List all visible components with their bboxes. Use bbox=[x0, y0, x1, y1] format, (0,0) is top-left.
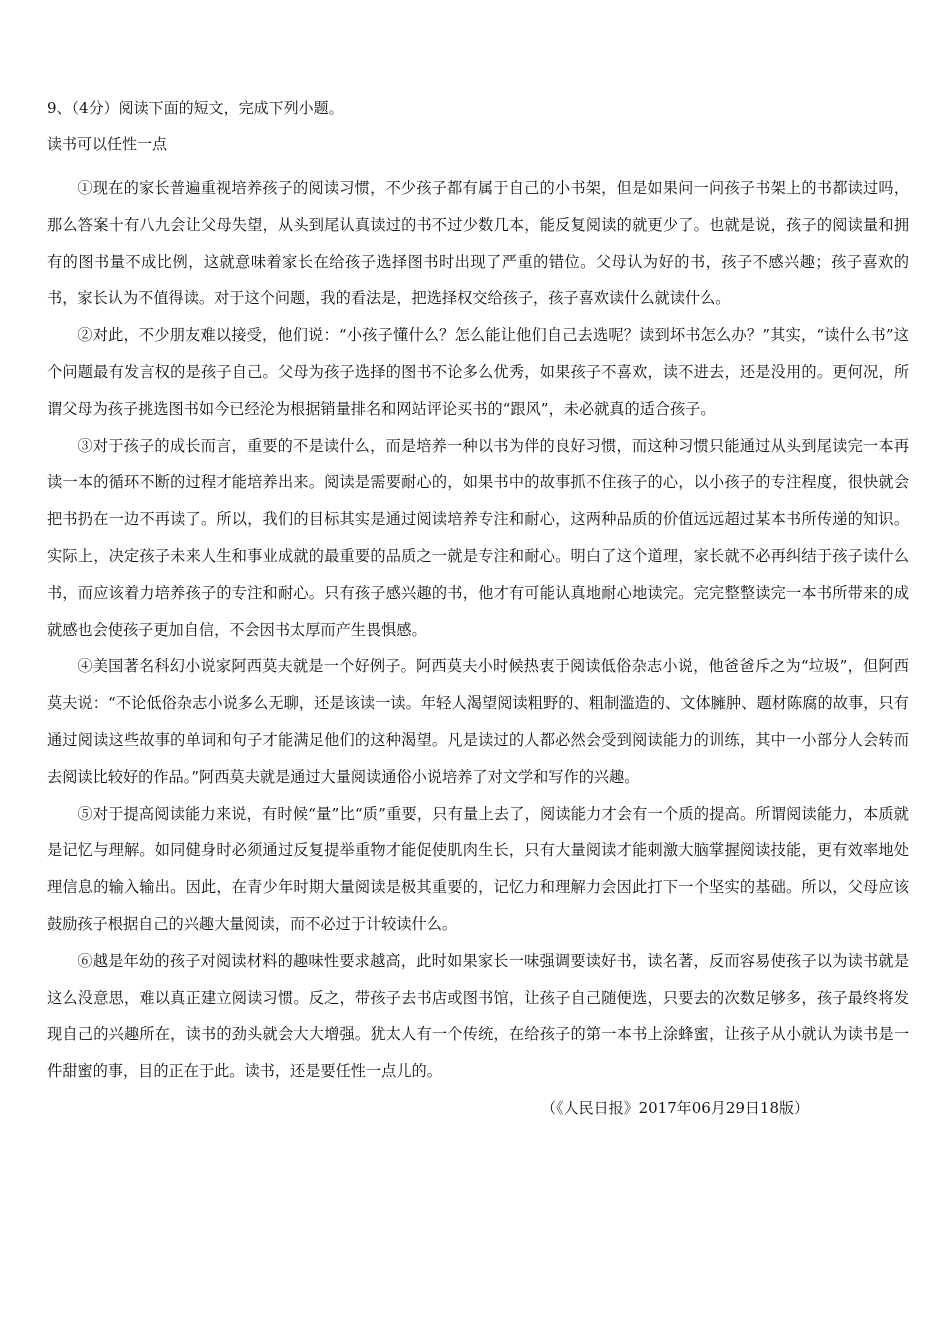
question-header: 9、（4分）阅读下面的短文，完成下列小题。 bbox=[47, 99, 344, 117]
paragraph-3: ③对于孩子的成长而言，重要的不是读什么，而是培养一种以书为伴的良好习惯，而这种习惯只能通过从头到尾读完一本再读一本的循环不断的过程才能培养出来。阅读是需要耐心的，如果书中的故事抓不住孩子的心，以小孩子的专注程度，很快就会把书扔在一边不再读了。所以，我们的目标其实是通过阅读培养专注和耐心，这两种品质的价值远远超过某本书所传递的知识。实际上，决定孩子未来人生和事业成就的最重要的品质之一就是专注和耐心。明白了这个道理，家长就不必再纠结于孩子读什么书，而应该着力培养孩子的专注和耐心。只有孩子感兴趣的书，他才有可能认真地耐心地读完。完完整整读完一本书所带来的成就感也会使孩子更加自信，不会因书太厚而产生畏惧感。 bbox=[47, 436, 909, 639]
article-title: 读书可以任性一点 bbox=[47, 135, 168, 153]
paragraph-4: ④美国著名科幻小说家阿西莫夫就是一个好例子。阿西莫夫小时候热衷于阅读低俗杂志小说，他爸爸斥之为“垃圾”，但阿西莫夫说：“不论低俗杂志小说多么无聊，还是该读一读。年轻人渴望阅读粗野的、粗制滥造的、文体臃肿、题材陈腐的故事，只有通过阅读这些故事的单词和句子才能满足他们的这种渴望。凡是读过的人都必然会受到阅读能力的训练，其中一小部分人会转而去阅读比较好的作品。”阿西莫夫就是通过大量阅读通俗小说培养了对文学和写作的兴趣。 bbox=[47, 657, 909, 786]
document-page bbox=[47, 98, 909, 1126]
paragraph-6: ⑥越是年幼的孩子对阅读材料的趣味性要求越高，此时如果家长一味强调要读好书，读名著，反而容易使孩子以为读书就是这么没意思，难以真正建立阅读习惯。反之，带孩子去书店或图书馆，让孩子自己随便选，只要去的次数足够多，孩子最终将发现自己的兴趣所在，读书的劲头就会大大增强。犹太人有一个传统，在给孩子的第一本书上涂蜂蜜，让孩子从小就认为读书是一件甜蜜的事，目的正在于此。读书，还是要任性一点儿的。 bbox=[47, 951, 909, 1081]
paragraph-1: ①现在的家长普遍重视培养孩子的阅读习惯，不少孩子都有属于自己的小书架，但是如果问一问孩子书架上的书都读过吗，那么答案十有八九会让父母失望，从头到尾认真读过的书不过少数几本，能反复阅读的就更少了。也就是说，孩子的阅读量和拥有的图书量不成比例，这就意味着家长在给孩子选择图书时出现了严重的错位。父母认为好的书，孩子不感兴趣；孩子喜欢的书，家长认为不值得读。对于这个问题，我的看法是，把选择权交给孩子，孩子喜欢读什么就读什么。 bbox=[47, 179, 909, 308]
paragraph-5: ⑤对于提高阅读能力来说，有时候“量”比“质”重要，只有量上去了，阅读能力才会有一个质的提高。所谓阅读能力，本质就是记忆与理解。如同健身时必须通过反复提举重物才能促使肌肉生长，只有大量阅读才能刺激大脑掌握阅读技能，更有效率地处理信息的输入输出。因此，在青少年时期大量阅读是极其重要的，记忆力和理解力会因此打下一个坚实的基础。所以，父母应该鼓励孩子根据自己的兴趣大量阅读，而不必过于计较读什么。 bbox=[47, 804, 909, 933]
article-source: （《人民日报》2017年06月29日18版） bbox=[541, 1098, 809, 1117]
paragraph-2: ②对此，不少朋友难以接受，他们说：“小孩子懂什么？怎么能让他们自己去选呢？读到坏书怎么办？”其实，“读什么书”这个问题最有发言权的是孩子自己。父母为孩子选择的图书不论多么优秀，如果孩子不喜欢，读不进去，还是没用的。更何况，所谓父母为孩子挑选图书如今已经沦为根据销量排名和网站评论买书的“跟风”，未必就真的适合孩子。 bbox=[47, 326, 909, 418]
